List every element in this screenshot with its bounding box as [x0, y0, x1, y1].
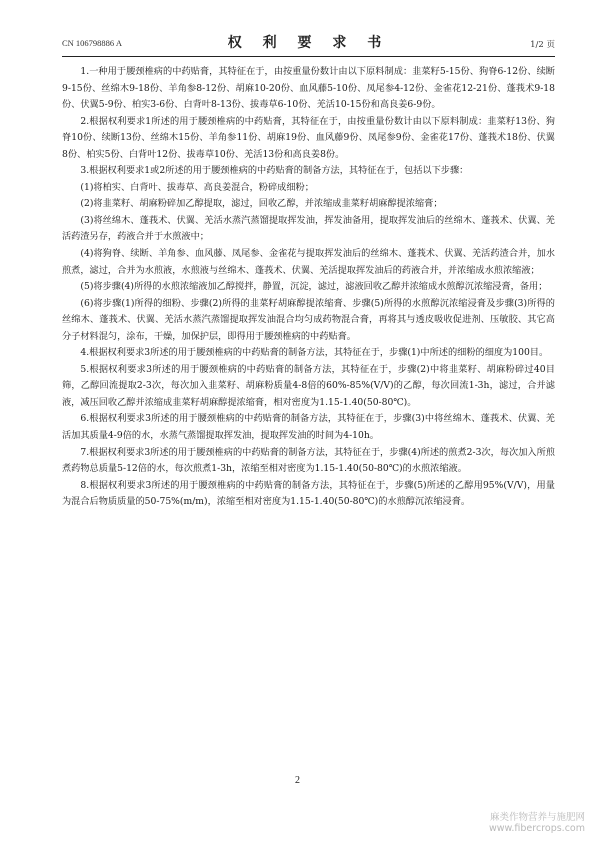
- claim-3-step-4: (4)将狗脊、续断、羊角参、血风藤、凤尾参、金雀花与提取挥发油后的丝绵木、蓬莪术、伏翼、羌活药渣合并，加水煎煮，滤过，合并为水煎液，水煎液与丝绵木、蓬莪术、伏翼、羌活提取挥发油后的药液合并，并浓缩成水煎浓缩液；: [62, 248, 555, 276]
- claim-6: 6.根据权利要求3所述的用于腰颈椎病的中药贴膏的制备方法，其特征在于，步骤(3)中将丝绵木、蓬莪术、伏翼、羌活加其质量4-9倍的水，水蒸气蒸馏提取挥发油，提取挥发油的时间为4-10h。: [62, 413, 555, 442]
- watermark-url: www.fibercrops.com: [488, 823, 585, 834]
- document-title: 权 利 要 求 书: [227, 35, 390, 51]
- patent-number: CN 106798886 A: [62, 38, 122, 48]
- watermark: [489, 812, 585, 834]
- claim-1: 1.一种用于腰颈椎病的中药贴膏，其特征在于，由按重量份数计由以下原料制成：韭菜籽5-15份、狗脊6-12份、续断9-15份、丝绵木9-18份、羊角参8-12份、胡麻10-20份、血风藤5-10份、凤尾参4-12份、金雀花12-21份、蓬莪术9-18份、伏翼5-9份、柏实3-6份、白背叶8-13份、拔毒草6-10份、羌活10-15份和高良姜6-9份。: [62, 66, 555, 111]
- claim-3-step-6: (6)将步骤(1)所得的细粉、步骤(2)所得的韭菜籽胡麻醇提浓缩膏、步骤(5)所得的水煎醇沉浓缩浸膏及步骤(3)所得的丝绵木、蓬莪术、伏翼、羌活水蒸汽蒸馏提取挥发油混合均匀成药物混合膏，再将其与透皮吸收促进剂、压敏胶、其它高分子材料混匀，涂布，干燥，加保护层，即得用于腰颈椎病的中药贴膏。: [62, 297, 555, 342]
- page-header: [62, 28, 555, 57]
- watermark-site-name: 麻类作物营养与施肥网: [489, 812, 585, 823]
- claim-8: 8.根据权利要求3所述的用于腰颈椎病的中药贴膏的制备方法，其特征在于，步骤(5)所述的乙醇用95%(V/V)，用量为混合后物质质量的50-75%(m/m)，浓缩至相对密度为1.15-1.40(50-80℃)的水煎醇沉浓缩浸膏。: [62, 479, 555, 508]
- claim-4: 4.根据权利要求3所述的用于腰颈椎病的中药贴膏的制备方法，其特征在于，步骤(1)中所述的细粉的细度为100目。: [80, 347, 549, 359]
- page-indicator: 1/2 页: [530, 40, 555, 50]
- page-number: 2: [295, 775, 300, 786]
- claim-3-step-3: (3)将丝绵木、蓬莪术、伏翼、羌活水蒸汽蒸馏提取挥发油，挥发油备用，提取挥发油后的丝绵木、蓬莪术、伏翼、羌活药渣另存，药液合并于水煎液中；: [62, 214, 555, 243]
- claim-3-step-1: (1)将柏实、白背叶、拔毒草、高良姜混合，粉碎成细粉；: [80, 181, 314, 193]
- claim-5: 5.根据权利要求3所述的用于腰颈椎病的中药贴膏的制备方法，其特征在于，步骤(2)中将韭菜籽、胡麻粉碎过40目筛，乙醇回流提取2-3次，每次加入韭菜籽、胡麻粉质量4-8倍的60%-85%(V/V)的乙醇，每次回流1-3h，滤过，合并滤液，减压回收乙醇并浓缩成韭菜籽胡麻醇提浓缩膏，相对密度为1.15-1.40(50-80℃)。: [62, 363, 555, 408]
- claim-3: 3.根据权利要求1或2所述的用于腰颈椎病的中药贴膏的制备方法，其特征在于，包括以下步骤：: [80, 165, 469, 177]
- claim-3-step-2: (2)将韭菜籽、胡麻粉碎加乙醇提取，滤过，回收乙醇，并浓缩成韭菜籽胡麻醇提浓缩膏；: [80, 198, 443, 210]
- claim-2: 2.根据权利要求1所述的用于腰颈椎病的中药贴膏，其特征在于，由按重量份数计由以下原料制成：韭菜籽13份、狗脊10份、续断13份、丝绵木15份、羊角参11份、胡麻19份、血风藤9份、凤尾参9份、金雀花17份、蓬莪术18份、伏翼8份、柏实5份、白背叶12份、拔毒草10份、羌活13份和高良姜8份。: [62, 115, 555, 160]
- claim-7: 7.根据权利要求3所述的用于腰颈椎病的中药贴膏的制备方法，其特征在于，步骤(4)所述的煎煮2-3次，每次加入所煎煮药物总质量5-12倍的水，每次煎煮1-3h，浓缩至相对密度为1.15-1.40(50-80℃)的水煎浓缩液。: [62, 446, 555, 475]
- claims-body: [62, 64, 555, 511]
- claim-3-step-5: (5)将步骤(4)所得的水煎浓缩液加乙醇搅拌，静置，沉淀，滤过，滤液回收乙醇并浓缩成水煎醇沉浓缩浸膏，备用；: [80, 281, 548, 293]
